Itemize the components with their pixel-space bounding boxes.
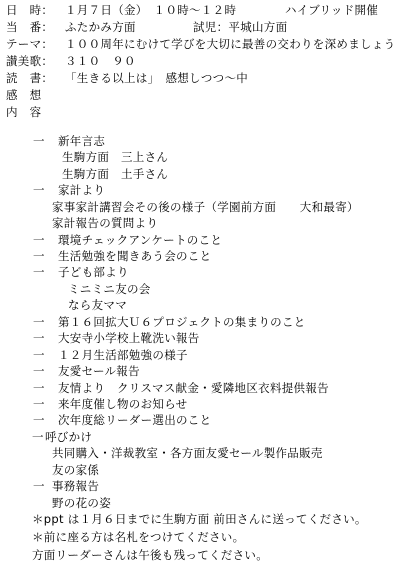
duty-value: ふたかみ方面 bbox=[65, 20, 136, 34]
item-text: 生駒方面 三上さん bbox=[62, 150, 169, 164]
item-text: 第１６回拡大Ｕ６プロジェクトの集まりのこと bbox=[58, 315, 306, 329]
item-text: ミニミニ友の会 bbox=[68, 282, 151, 296]
duty-extra: 試児：平城山方面 bbox=[193, 20, 288, 34]
note-ppt: ＊ppt は１月６日までに生駒方面 前田さんに送ってください。 bbox=[32, 512, 367, 526]
contents-label: 内 容 bbox=[6, 105, 42, 119]
note-leaders: 方面リーダーさんは午後も残ってください。 bbox=[32, 548, 268, 562]
item-text: 生駒方面 土手さん bbox=[62, 167, 169, 181]
reading-value: 「生きる以上は」 感想しつつ～中 bbox=[65, 71, 249, 85]
item-text: 友情より クリスマス献金・愛隣地区衣料提供報告 bbox=[58, 381, 329, 395]
item-dash: 一 bbox=[33, 331, 45, 345]
item-dash: 一 bbox=[33, 134, 45, 148]
theme-label: テーマ： bbox=[6, 37, 54, 51]
hymn-value: ３１０ ９０ bbox=[65, 54, 136, 68]
item-text: 野の花の姿 bbox=[52, 496, 111, 510]
item-text: 生活勉強を聞きあう会のこと bbox=[58, 249, 212, 263]
item-text: なら友ママ bbox=[68, 298, 127, 312]
item-text: 事務報告 bbox=[52, 479, 100, 493]
item-dash: 一 bbox=[33, 479, 45, 493]
item-dash: 一 bbox=[33, 413, 45, 427]
item-text: １２月生活部勉強の様子 bbox=[58, 348, 188, 362]
item-dash: 一 bbox=[33, 397, 45, 411]
item-dash: 一 bbox=[33, 381, 45, 395]
item-text: 大安寺小学校上靴洗い報告 bbox=[58, 331, 200, 345]
item-text: 子ども部より bbox=[58, 265, 129, 279]
item-dash: 一 bbox=[33, 265, 45, 279]
reading-label: 読 書： bbox=[6, 71, 54, 85]
note-nametag: ＊前に座る方は名札をつけてください。 bbox=[32, 530, 245, 544]
item-text: 家計報告の質問より bbox=[52, 216, 159, 230]
date-label: 日 時： bbox=[6, 3, 54, 17]
date-value: １月７日（金） １０時～１２時 bbox=[65, 3, 237, 17]
item-dash: 一 bbox=[33, 183, 45, 197]
item-text: 来年度催し物のお知らせ bbox=[58, 397, 188, 411]
item-dash: 一 bbox=[33, 249, 45, 263]
item-text: 呼びかけ bbox=[45, 430, 93, 444]
item-dash: 一 bbox=[33, 315, 45, 329]
item-text: 家計より bbox=[58, 183, 106, 197]
item-dash: 一 bbox=[32, 430, 44, 444]
item-text: 次年度総リーダー選出のこと bbox=[58, 413, 212, 427]
item-text: 家事家計講習会その後の様子（学園前方面 大和最寄） bbox=[52, 200, 359, 214]
item-dash: 一 bbox=[33, 364, 45, 378]
thoughts-label: 感 想 bbox=[6, 88, 42, 102]
item-text: 共同購入・洋裁教室・各方面友愛セール製作品販売 bbox=[52, 446, 323, 460]
theme-value: １００周年にむけて学びを大切に最善の交わりを深めましょう bbox=[65, 37, 396, 51]
item-text: 環境チェックアンケートのこと bbox=[58, 233, 223, 247]
item-text: 友愛セール報告 bbox=[58, 364, 140, 378]
duty-label: 当 番： bbox=[6, 20, 54, 34]
hymn-label: 讃美歌： bbox=[6, 54, 54, 68]
item-text: 友の家係 bbox=[52, 463, 100, 477]
hybrid-note: ハイブリッド開催 bbox=[285, 3, 379, 17]
item-dash: 一 bbox=[33, 233, 45, 247]
item-dash: 一 bbox=[33, 348, 45, 362]
item-text: 新年言志 bbox=[58, 134, 106, 148]
